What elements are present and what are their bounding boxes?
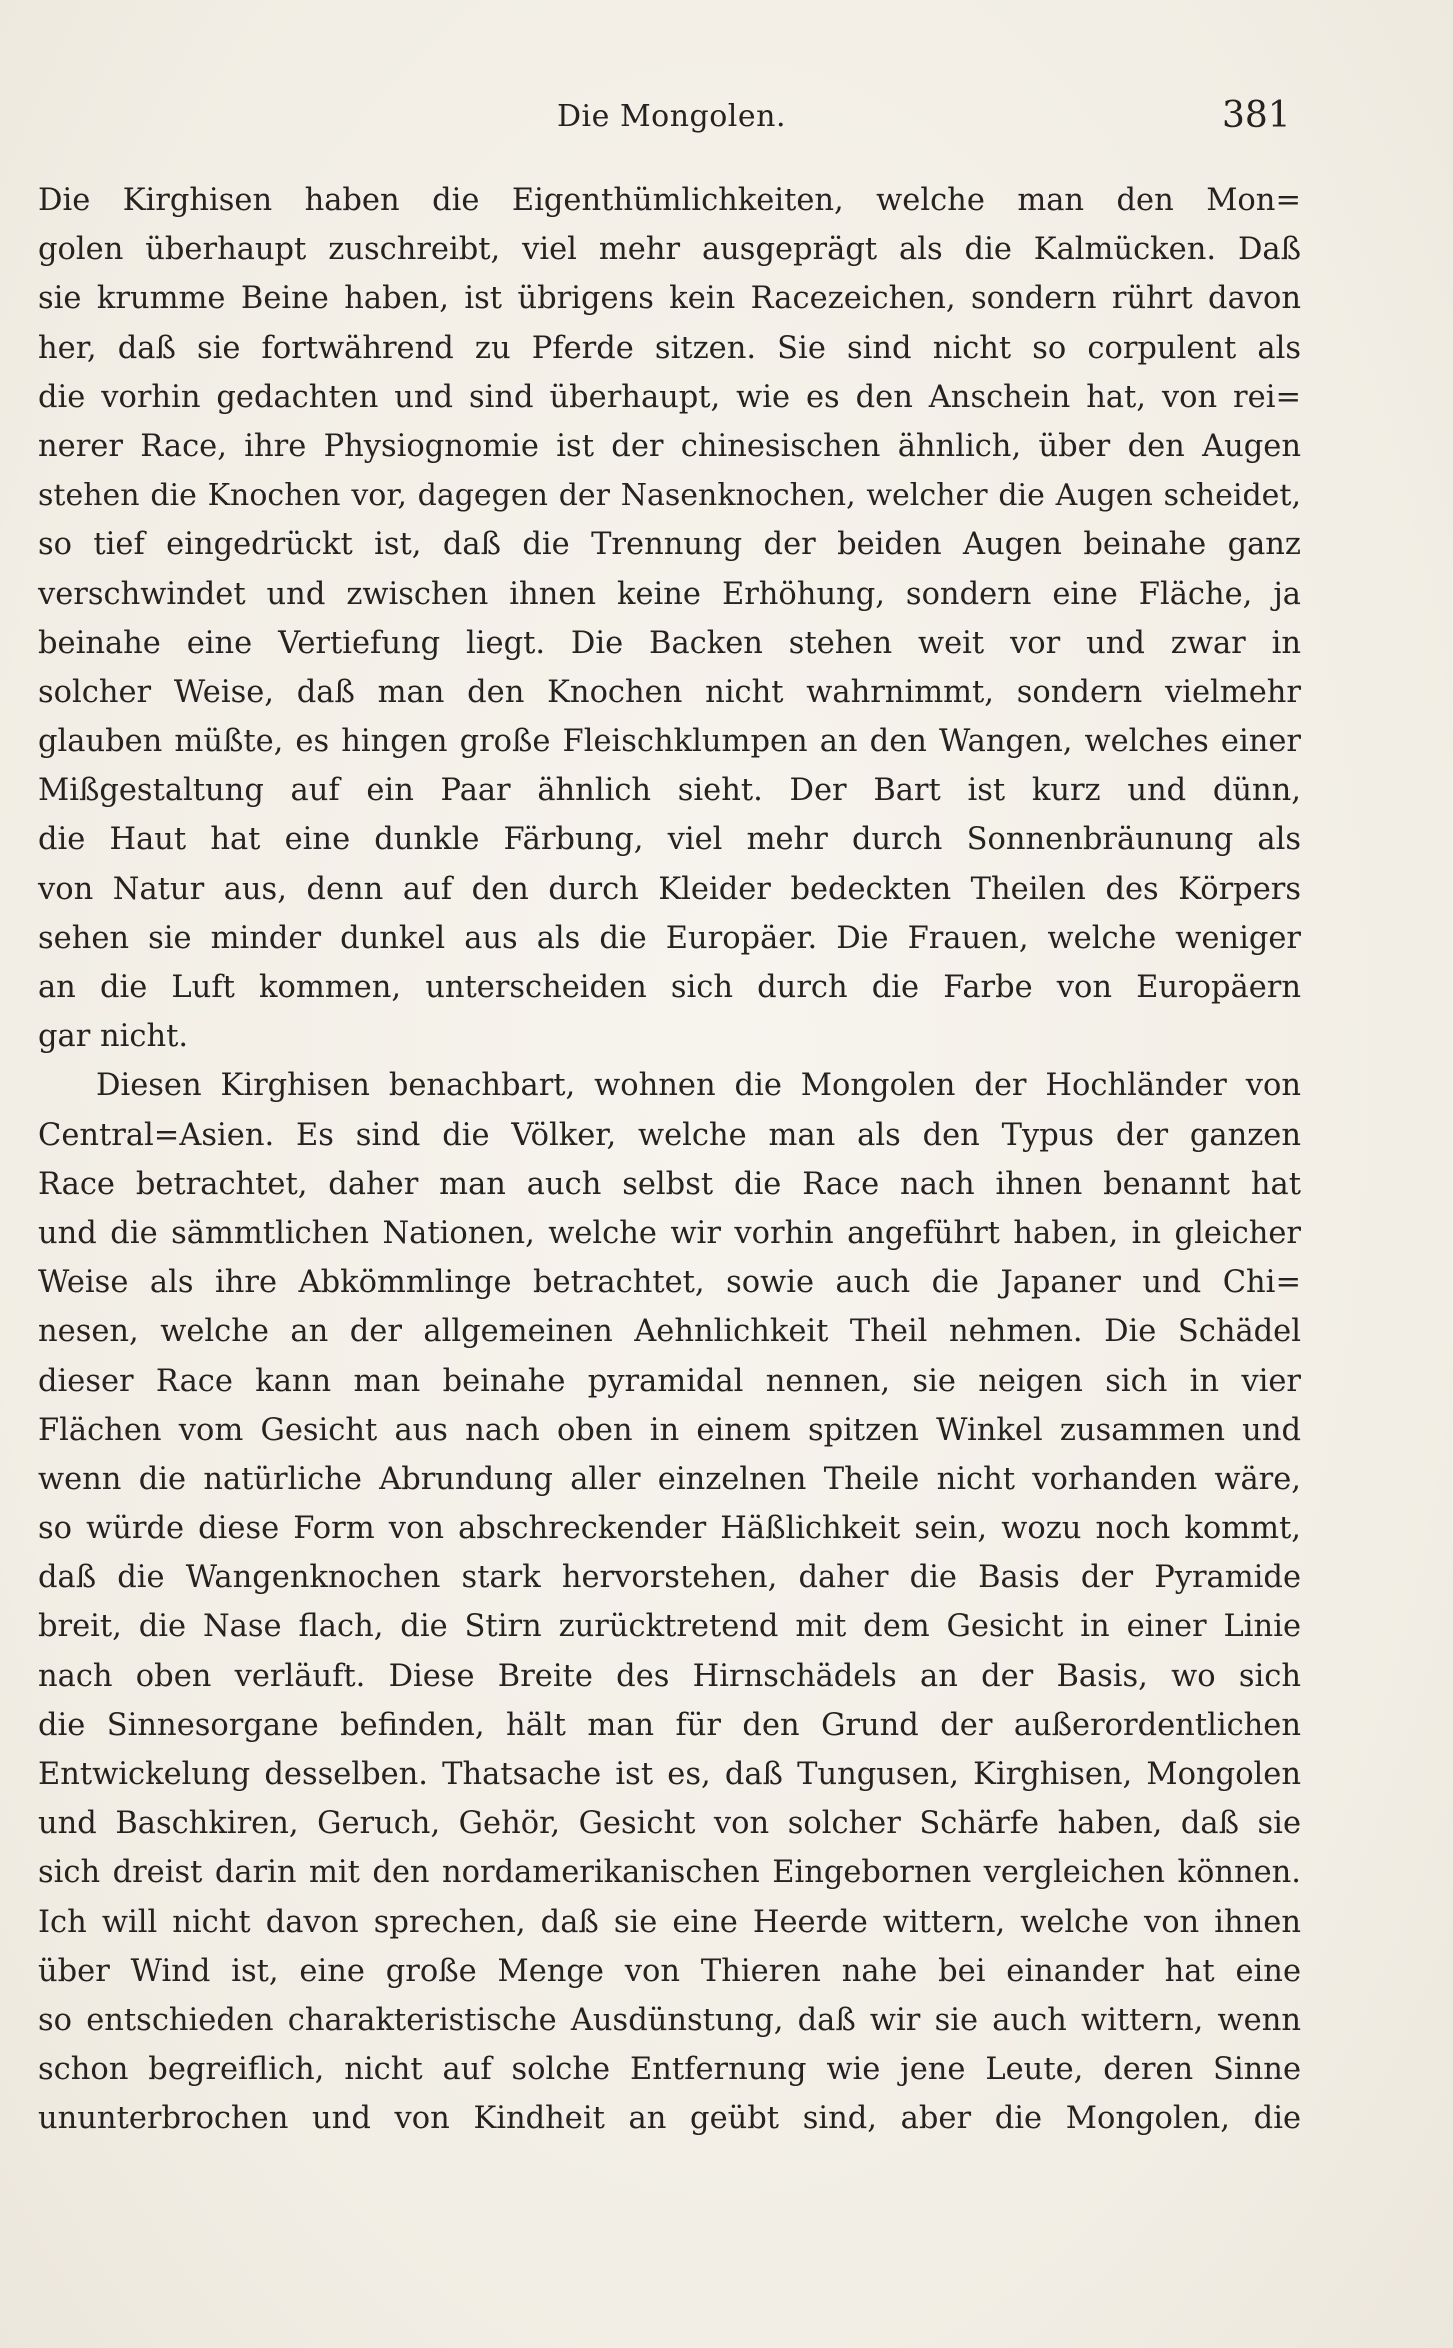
text-line: sich dreist darin mit den nordamerikanischen Eingebornen vergleichen können. — [38, 1855, 1301, 1891]
page-number: 381 — [1222, 95, 1291, 136]
text-line: und Baschkiren, Geruch, Gehör, Gesicht von solcher Schärfe haben, daß sie — [38, 1806, 1301, 1842]
text-line: über Wind ist, eine große Menge von Thieren nahe bei einander hat eine — [38, 1953, 1301, 1989]
text-line: an die Luft kommen, unterscheiden sich durch die Farbe von Europäern — [38, 970, 1301, 1005]
text-line: breit, die Nase flach, die Stirn zurücktretend mit dem Gesicht in einer Linie — [38, 1609, 1301, 1645]
text-line: solcher Weise, daß man den Knochen nicht wahrnimmt, sondern vielmehr — [38, 674, 1301, 710]
text-line: nach oben verläuft. Diese Breite des Hirnschädels an der Basis, wo sich — [38, 1658, 1301, 1694]
text-line: nesen, welche an der allgemeinen Aehnlichkeit Theil nehmen. Die Schädel — [38, 1314, 1301, 1350]
text-line: Ich will nicht davon sprechen, daß sie eine Heerde wittern, welche von ihnen — [38, 1904, 1301, 1940]
text-line: die vorhin gedachten und sind überhaupt, wie es den Anschein hat, von rei= — [38, 379, 1301, 415]
running-header — [0, 95, 1453, 145]
text-line: beinahe eine Vertiefung liegt. Die Backen stehen weit vor und zwar in — [38, 625, 1301, 661]
text-line: schon begreiflich, nicht auf solche Entfernung wie jene Leute, deren Sinne — [38, 2052, 1301, 2088]
running-title: Die Mongolen. — [557, 99, 787, 134]
text-line: Weise als ihre Abkömmlinge betrachtet, sowie auch die Japaner und Chi= — [38, 1265, 1301, 1301]
text-line: ununterbrochen und von Kindheit an geübt sind, aber die Mongolen, die — [38, 2101, 1301, 2137]
text-line: nerer Race, ihre Physiognomie ist der chinesischen ähnlich, über den Augen — [38, 428, 1301, 464]
body-text — [38, 176, 1301, 2144]
text-line: und die sämmtlichen Nationen, welche wir vorhin angeführt haben, in gleicher — [38, 1215, 1301, 1251]
text-line: Flächen vom Gesicht aus nach oben in einem spitzen Winkel zusammen und — [38, 1412, 1301, 1448]
text-line: stehen die Knochen vor, dagegen der Nasenknochen, welcher die Augen scheidet, — [38, 478, 1301, 514]
text-line: dieser Race kann man beinahe pyramidal nennen, sie neigen sich in vier — [38, 1363, 1301, 1399]
text-line: Race betrachtet, daher man auch selbst die Race nach ihnen benannt hat — [38, 1166, 1301, 1202]
text-line: Mißgestaltung auf ein Paar ähnlich sieht. Der Bart ist kurz und dünn, — [38, 773, 1301, 809]
text-line: Entwickelung desselben. Thatsache ist es, daß Tungusen, Kirghisen, Mongolen — [38, 1757, 1301, 1792]
text-line: wenn die natürliche Abrundung aller einzelnen Theile nicht vorhanden wäre, — [38, 1461, 1301, 1497]
text-line: golen überhaupt zuschreibt, viel mehr ausgeprägt als die Kalmücken. Daß — [38, 232, 1301, 268]
text-line: glauben müßte, es hingen große Fleischklumpen an den Wangen, welches einer — [38, 724, 1301, 760]
text-line: sie krumme Beine haben, ist übrigens kein Racezeichen, sondern rührt davon — [38, 281, 1301, 317]
text-line: Die Kirghisen haben die Eigenthümlichkeiten, welche man den Mon= — [38, 183, 1301, 218]
paragraph-start-line: Diesen Kirghisen benachbart, wohnen die Mongolen der Hochländer von — [96, 1068, 1301, 1104]
text-line: her, daß sie fortwährend zu Pferde sitzen. Sie sind nicht so corpulent als — [38, 330, 1301, 366]
text-line: die Sinnesorgane befinden, hält man für den Grund der außerordentlichen — [38, 1707, 1301, 1743]
paragraph-end-line: gar nicht. — [38, 1019, 189, 1055]
text-line: so würde diese Form von abschreckender Häßlichkeit sein, wozu noch kommt, — [38, 1511, 1301, 1547]
text-line: von Natur aus, denn auf den durch Kleider bedeckten Theilen des Körpers — [38, 871, 1301, 907]
text-line: Central=Asien. Es sind die Völker, welche man als den Typus der ganzen — [38, 1117, 1301, 1153]
text-line: daß die Wangenknochen stark hervorstehen, daher die Basis der Pyramide — [38, 1560, 1301, 1596]
text-line: so tief eingedrückt ist, daß die Trennung der beiden Augen beinahe ganz — [38, 527, 1301, 563]
text-line: sehen sie minder dunkel aus als die Europäer. Die Frauen, welche weniger — [38, 920, 1301, 956]
text-line: die Haut hat eine dunkle Färbung, viel mehr durch Sonnenbräunung als — [38, 822, 1301, 858]
text-line: so entschieden charakteristische Ausdünstung, daß wir sie auch wittern, wenn — [38, 2002, 1301, 2038]
text-line: verschwindet und zwischen ihnen keine Erhöhung, sondern eine Fläche, ja — [38, 576, 1301, 612]
